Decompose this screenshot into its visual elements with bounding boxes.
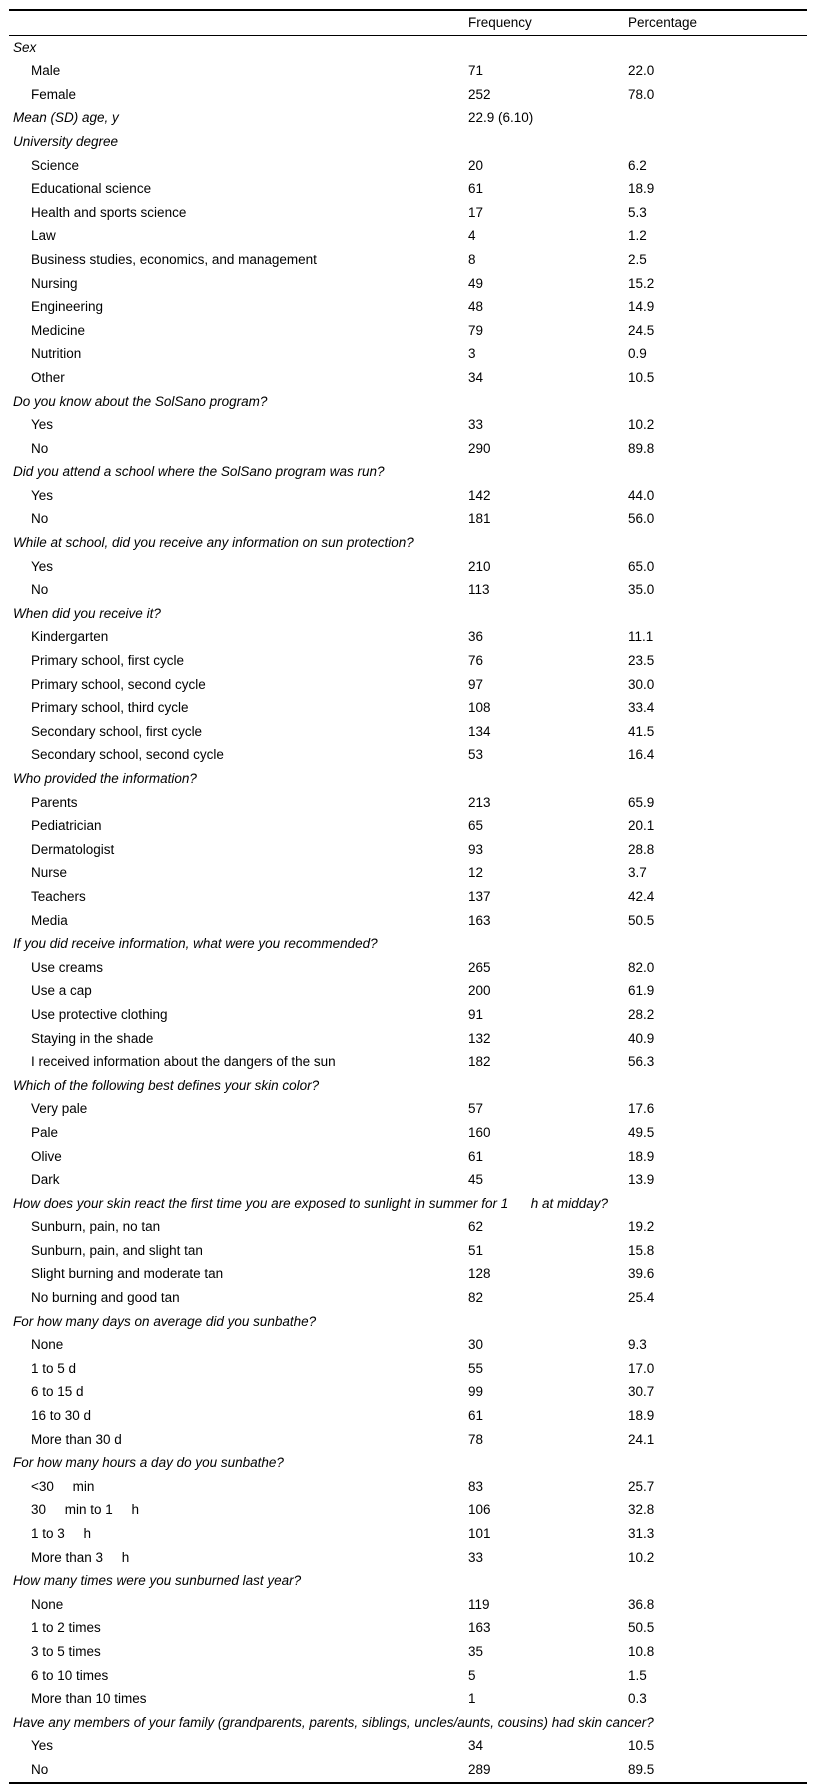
data-row (9, 1404, 807, 1428)
percentage-value: 15.2 (628, 275, 655, 291)
frequency-value: 91 (468, 1006, 484, 1022)
row-label: No (31, 511, 49, 527)
frequency-value: 61 (468, 1408, 484, 1424)
frequency-value: 35 (468, 1643, 484, 1659)
data-row (9, 1616, 807, 1640)
row-label: 6 to 10 times (31, 1667, 109, 1683)
data-row (9, 1428, 807, 1452)
percentage-value: 33.4 (628, 700, 655, 716)
percentage-value: 10.5 (628, 1738, 655, 1754)
percentage-value: 16.4 (628, 747, 655, 763)
row-label: Parents (31, 794, 78, 810)
frequency-value: 5 (468, 1667, 476, 1683)
frequency-value: 160 (468, 1124, 491, 1140)
percentage-value: 22.0 (628, 63, 655, 79)
percentage-value: 42.4 (628, 888, 655, 904)
frequency-value: 62 (468, 1219, 484, 1235)
frequency-value: 17 (468, 204, 484, 220)
data-row (9, 1640, 807, 1664)
section-header-row (9, 130, 807, 154)
section-header-row (9, 1310, 807, 1334)
section-header-row (9, 932, 807, 956)
row-label: Educational science (31, 181, 152, 197)
frequency-value: 82 (468, 1290, 484, 1306)
percentage-value: 15.8 (628, 1242, 655, 1258)
row-label: Media (31, 912, 68, 928)
section-label: Do you know about the SolSano program? (13, 393, 268, 409)
row-label: Nursing (31, 275, 78, 291)
data-row (9, 1003, 807, 1027)
data-row (9, 956, 807, 980)
row-label: Yes (31, 1738, 54, 1754)
row-label: Nutrition (31, 346, 82, 362)
data-row (9, 295, 807, 319)
row-label: More than 10 times (31, 1691, 147, 1707)
percentage-value: 25.7 (628, 1478, 655, 1494)
percentage-value: 30.0 (628, 676, 655, 692)
frequency-value: 79 (468, 322, 484, 338)
percentage-value: 41.5 (628, 723, 655, 739)
section-header-row (9, 1569, 807, 1593)
percentage-value: 56.3 (628, 1054, 655, 1070)
row-label: Primary school, third cycle (31, 700, 189, 716)
data-row (9, 1593, 807, 1617)
frequency-value: 137 (468, 888, 491, 904)
data-row (9, 838, 807, 862)
frequency-value: 163 (468, 1620, 491, 1636)
row-label: More than 30 d (31, 1431, 122, 1447)
percentage-value: 20.1 (628, 818, 655, 834)
row-label: Sunburn, pain, no tan (31, 1219, 161, 1235)
data-row (9, 59, 807, 83)
percentage-value: 24.5 (628, 322, 655, 338)
row-label: No burning and good tan (31, 1290, 180, 1306)
section-label: University degree (13, 133, 119, 149)
data-row (9, 507, 807, 531)
row-label: Law (31, 228, 56, 244)
table-body (9, 35, 807, 1782)
data-row (9, 720, 807, 744)
percentage-value: 9.3 (628, 1337, 647, 1353)
section-header-row (9, 106, 807, 130)
row-label: Olive (31, 1148, 62, 1164)
frequency-value: 49 (468, 275, 484, 291)
frequency-value: 48 (468, 299, 484, 315)
percentage-value: 10.8 (628, 1643, 655, 1659)
percentage-value: 36.8 (628, 1596, 655, 1612)
data-row (9, 342, 807, 366)
data-row (9, 696, 807, 720)
data-row (9, 248, 807, 272)
data-row (9, 861, 807, 885)
row-label: 1 to 3 h (31, 1526, 92, 1541)
frequency-value: 3 (468, 346, 476, 362)
table-header-row (9, 10, 807, 35)
percentage-value: 10.2 (628, 1549, 655, 1565)
data-row (9, 319, 807, 343)
data-row (9, 224, 807, 248)
frequency-value: 93 (468, 841, 484, 857)
percentage-value: 65.0 (628, 558, 655, 574)
frequency-value: 71 (468, 63, 484, 79)
data-row (9, 814, 807, 838)
frequency-value: 200 (468, 983, 491, 999)
percentage-value: 17.0 (628, 1360, 655, 1376)
section-header-row (9, 1711, 807, 1735)
percentage-value: 1.5 (628, 1667, 647, 1683)
row-label: Very pale (31, 1101, 88, 1117)
percentage-value: 19.2 (628, 1219, 655, 1235)
section-header-row (9, 1074, 807, 1098)
frequency-value: 4 (468, 228, 476, 244)
row-label: Pediatrician (31, 818, 102, 834)
data-row (9, 1215, 807, 1239)
data-row (9, 649, 807, 673)
row-label: No (31, 582, 49, 598)
row-label: Sunburn, pain, and slight tan (31, 1242, 203, 1258)
percentage-value: 31.3 (628, 1526, 655, 1541)
frequency-value: 181 (468, 511, 491, 527)
row-label: I received information about the dangers of the sun (31, 1054, 336, 1070)
frequency-value: 65 (468, 818, 484, 834)
percentage-value: 32.8 (628, 1502, 655, 1518)
frequency-value: 76 (468, 653, 484, 669)
data-row (9, 885, 807, 909)
row-label: <30 min (31, 1478, 95, 1494)
row-label: Secondary school, second cycle (31, 747, 224, 763)
data-row (9, 625, 807, 649)
data-row (9, 791, 807, 815)
results-table (9, 9, 807, 1784)
row-label: Medicine (31, 322, 86, 338)
section-header-row (9, 390, 807, 414)
data-row (9, 1475, 807, 1499)
section-label: Who provided the information? (13, 771, 197, 786)
data-row (9, 1734, 807, 1758)
frequency-value: 33 (468, 417, 484, 433)
row-label: 1 to 2 times (31, 1620, 101, 1636)
percentage-value: 13.9 (628, 1172, 655, 1188)
row-label: Kindergarten (31, 629, 109, 645)
row-label: Yes (31, 558, 54, 574)
col-header-percentage: Percentage (624, 10, 807, 35)
row-label: Engineering (31, 299, 104, 315)
section-header-row (9, 1192, 807, 1216)
row-label: Use creams (31, 959, 104, 975)
row-label: More than 3 h (31, 1549, 130, 1565)
data-row (9, 366, 807, 390)
data-row (9, 83, 807, 107)
col-header-frequency: Frequency (464, 10, 624, 35)
data-row (9, 413, 807, 437)
section-percentage-value (624, 106, 807, 130)
section-label: For how many hours a day do you sunbathe? (13, 1455, 284, 1471)
section-header-row (9, 460, 807, 484)
data-row (9, 1758, 807, 1783)
percentage-value: 28.2 (628, 1006, 655, 1022)
data-row (9, 1664, 807, 1688)
data-row (9, 1050, 807, 1074)
data-row (9, 1168, 807, 1192)
frequency-value: 106 (468, 1502, 491, 1518)
percentage-value: 35.0 (628, 582, 655, 598)
data-row (9, 1286, 807, 1310)
frequency-value: 142 (468, 487, 491, 503)
row-label: Dermatologist (31, 841, 115, 857)
section-label: When did you receive it? (13, 605, 161, 621)
frequency-value: 290 (468, 440, 491, 456)
data-row (9, 1546, 807, 1570)
row-label: Dark (31, 1172, 60, 1188)
percentage-value: 0.9 (628, 346, 647, 362)
row-label: Science (31, 157, 80, 173)
frequency-value: 78 (468, 1431, 484, 1447)
frequency-value: 108 (468, 700, 491, 716)
section-label: How many times were you sunburned last year? (13, 1573, 302, 1589)
data-row (9, 979, 807, 1003)
percentage-value: 82.0 (628, 959, 655, 975)
data-row (9, 1239, 807, 1263)
frequency-value: 51 (468, 1242, 484, 1258)
section-header-row (9, 35, 807, 59)
percentage-value: 50.5 (628, 912, 655, 928)
section-header-row (9, 767, 807, 791)
frequency-value: 61 (468, 1148, 484, 1164)
percentage-value: 44.0 (628, 487, 655, 503)
percentage-value: 10.2 (628, 417, 655, 433)
percentage-value: 24.1 (628, 1431, 655, 1447)
percentage-value: 10.5 (628, 369, 655, 385)
data-row (9, 1097, 807, 1121)
row-label: Use a cap (31, 983, 92, 999)
data-row (9, 1145, 807, 1169)
row-label: Male (31, 63, 61, 79)
percentage-value: 56.0 (628, 511, 655, 527)
percentage-value: 23.5 (628, 653, 655, 669)
section-label: How does your skin react the first time you are exposed to sunlight in summer for 1 h at midday? (13, 1195, 609, 1211)
section-label: Mean (SD) age, y (13, 110, 119, 126)
percentage-value: 1.2 (628, 228, 647, 244)
row-label: Pale (31, 1124, 59, 1140)
row-label: None (31, 1596, 64, 1612)
frequency-value: 55 (468, 1360, 484, 1376)
data-row (9, 1687, 807, 1711)
data-row (9, 1380, 807, 1404)
percentage-value: 39.6 (628, 1266, 655, 1282)
row-label: 30 min to 1 h (31, 1502, 140, 1518)
data-row (9, 154, 807, 178)
data-row (9, 177, 807, 201)
row-label: Other (31, 369, 65, 385)
data-row (9, 909, 807, 933)
percentage-value: 50.5 (628, 1620, 655, 1636)
data-row (9, 201, 807, 225)
row-label: Health and sports science (31, 204, 187, 220)
row-label: 3 to 5 times (31, 1643, 101, 1659)
data-row (9, 1522, 807, 1546)
section-header-row (9, 1451, 807, 1475)
row-label: None (31, 1337, 64, 1353)
percentage-value: 18.9 (628, 181, 655, 197)
row-label: Staying in the shade (31, 1030, 154, 1046)
frequency-value: 12 (468, 865, 484, 881)
frequency-value: 97 (468, 676, 484, 692)
section-frequency-value: 22.9 (6.10) (468, 110, 534, 126)
frequency-value: 57 (468, 1101, 484, 1117)
row-label: Secondary school, first cycle (31, 723, 203, 739)
col-header-label (9, 10, 464, 35)
data-row (9, 1027, 807, 1051)
frequency-value: 34 (468, 1738, 484, 1754)
section-label: If you did receive information, what were you recommended? (13, 936, 378, 952)
percentage-value: 6.2 (628, 157, 647, 173)
row-label: Yes (31, 487, 54, 503)
frequency-value: 182 (468, 1054, 491, 1070)
data-row (9, 743, 807, 767)
frequency-value: 163 (468, 912, 491, 928)
percentage-value: 0.3 (628, 1691, 647, 1707)
row-label: 6 to 15 d (31, 1384, 84, 1400)
data-row (9, 578, 807, 602)
percentage-value: 49.5 (628, 1124, 655, 1140)
percentage-value: 78.0 (628, 86, 655, 102)
section-label: While at school, did you receive any information on sun protection? (13, 535, 414, 551)
percentage-value: 18.9 (628, 1408, 655, 1424)
frequency-value: 289 (468, 1761, 491, 1777)
percentage-value: 30.7 (628, 1384, 655, 1400)
row-label: No (31, 1761, 49, 1777)
frequency-value: 30 (468, 1337, 484, 1353)
frequency-value: 33 (468, 1549, 484, 1565)
percentage-value: 25.4 (628, 1290, 655, 1306)
row-label: Teachers (31, 888, 86, 904)
frequency-value: 1 (468, 1691, 476, 1707)
section-header-row (9, 602, 807, 626)
data-row (9, 673, 807, 697)
frequency-value: 101 (468, 1526, 491, 1541)
frequency-value: 99 (468, 1384, 484, 1400)
frequency-value: 210 (468, 558, 491, 574)
row-label: No (31, 440, 49, 456)
percentage-value: 28.8 (628, 841, 655, 857)
frequency-value: 20 (468, 157, 484, 173)
row-label: 1 to 5 d (31, 1360, 77, 1376)
row-label: Business studies, economics, and management (31, 251, 317, 267)
data-row (9, 272, 807, 296)
frequency-value: 8 (468, 251, 476, 267)
frequency-value: 34 (468, 369, 484, 385)
percentage-value: 3.7 (628, 865, 647, 881)
section-label: For how many days on average did you sunbathe? (13, 1313, 317, 1329)
frequency-value: 113 (468, 582, 490, 598)
percentage-value: 18.9 (628, 1148, 655, 1164)
section-label: Have any members of your family (grandparents, parents, siblings, uncles/aunts, cousins) had skin cancer? (13, 1714, 654, 1730)
frequency-value: 265 (468, 959, 491, 975)
percentage-value: 11.1 (628, 629, 654, 645)
frequency-value: 213 (468, 794, 491, 810)
data-row (9, 1121, 807, 1145)
percentage-value: 61.9 (628, 983, 655, 999)
frequency-value: 83 (468, 1478, 484, 1494)
row-label: Female (31, 86, 77, 102)
frequency-value: 252 (468, 86, 491, 102)
percentage-value: 65.9 (628, 794, 655, 810)
row-label: Use protective clothing (31, 1006, 168, 1022)
row-label: Yes (31, 417, 54, 433)
frequency-value: 53 (468, 747, 484, 763)
percentage-value: 89.8 (628, 440, 655, 456)
frequency-value: 134 (468, 723, 491, 739)
row-label: 16 to 30 d (31, 1408, 92, 1424)
data-row (9, 1498, 807, 1522)
percentage-value: 5.3 (628, 204, 647, 220)
row-label: Nurse (31, 865, 68, 881)
data-row (9, 1262, 807, 1286)
frequency-value: 45 (468, 1172, 484, 1188)
frequency-value: 132 (468, 1030, 491, 1046)
section-header-row (9, 531, 807, 555)
row-label: Primary school, second cycle (31, 676, 206, 692)
section-label: Did you attend a school where the SolSano program was run? (13, 464, 385, 480)
percentage-value: 17.6 (628, 1101, 655, 1117)
percentage-value: 14.9 (628, 299, 655, 315)
row-label: Slight burning and moderate tan (31, 1266, 224, 1282)
percentage-value: 89.5 (628, 1761, 655, 1777)
section-label: Sex (13, 39, 37, 55)
frequency-value: 36 (468, 629, 484, 645)
data-row (9, 555, 807, 579)
percentage-value: 2.5 (628, 251, 647, 267)
data-row (9, 1357, 807, 1381)
data-row (9, 437, 807, 461)
data-row (9, 484, 807, 508)
frequency-value: 128 (468, 1266, 491, 1282)
data-row (9, 1333, 807, 1357)
frequency-value: 119 (468, 1596, 490, 1612)
section-label: Which of the following best defines your skin color? (13, 1077, 320, 1093)
percentage-value: 40.9 (628, 1030, 655, 1046)
frequency-value: 61 (468, 181, 484, 197)
row-label: Primary school, first cycle (31, 653, 185, 669)
